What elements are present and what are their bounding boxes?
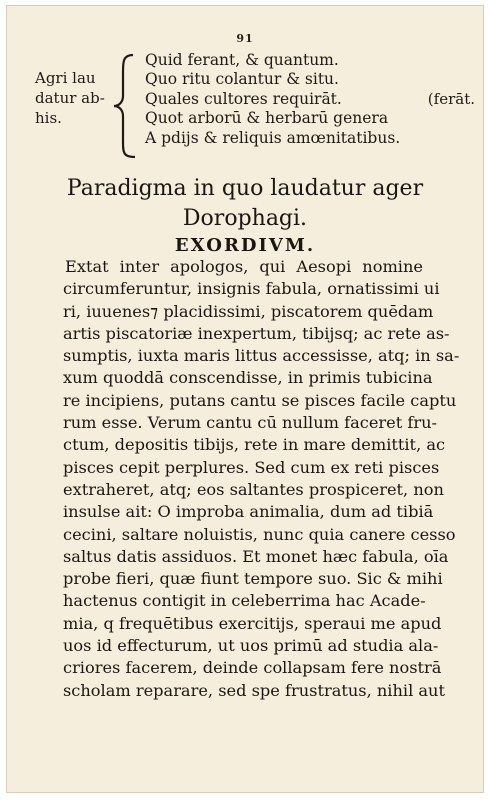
- margin-note-line: Agri lau: [35, 69, 96, 87]
- text-line: saltus datis assiduos. Et monet hæc fabula, oīa: [63, 546, 449, 566]
- outline-item: Quid ferant, & quantum.: [145, 51, 339, 69]
- text-line: sumptis, iuxta maris littus accessisse, atq; in sa-: [63, 346, 460, 366]
- outline-item: Quo ritu colantur & situ.: [145, 70, 339, 89]
- margin-note-line: datur ab-: [35, 89, 105, 107]
- text-line: uos id effecturum, ut uos primū ad studia ala-: [63, 636, 439, 656]
- book-page: [6, 5, 484, 793]
- curly-brace-icon: [111, 52, 141, 160]
- text-line: hactenus contigit in celeberrima hac Acade-: [63, 591, 426, 611]
- text-line: ctum, depositis tibijs, rete in mare demittit, ac: [63, 435, 446, 455]
- text-line: xum quoddā conscendisse, in primis tubicina: [63, 368, 433, 388]
- outline-item: Quales cultores requirāt. (ferāt.: [145, 89, 475, 108]
- section-heading: EXORDIVM.: [174, 235, 316, 256]
- text-line: mia, q frequētibus exercitijs, speraui me apud: [63, 613, 442, 633]
- text-line: criores facerem, deinde collapsam fere nostrā: [63, 658, 442, 678]
- text-line: extraheret, atq; eos saltantes prospiceret, non: [63, 479, 444, 499]
- text-line: rum esse. Verum cantu cū nullum faceret fru-: [63, 413, 438, 433]
- outline-item: A pdijs & reliquis amœnitatibus.: [145, 128, 401, 147]
- outline-list: [145, 51, 475, 148]
- outline-continuation: (ferāt.: [427, 89, 475, 108]
- text-line: pisces cepit perplures. Sed cum ex reti pisces: [63, 457, 440, 477]
- page-title: [7, 174, 483, 234]
- text-line: re incipiens, putans cantu se pisces facile captu: [63, 390, 457, 410]
- page-number: 91: [236, 32, 254, 45]
- margin-note: [35, 68, 121, 128]
- title-line: Paradigma in quo laudatur ager: [66, 176, 424, 201]
- text-line: insulse ait: O improba animalia, dum ad tibiā: [63, 502, 434, 522]
- text-line: ri, iuuenes⁊ placidissimi, piscatorem quēdam: [63, 301, 434, 321]
- title-line: Dorophagi.: [182, 206, 308, 231]
- text-line: Extat inter apologos, qui Aesopi nomine: [65, 257, 423, 276]
- text-line: circumferuntur, insignis fabula, ornatissimi ui: [63, 279, 440, 299]
- body-paragraph: [63, 256, 460, 702]
- outline-item: Quot arborū & herbarū genera: [145, 109, 389, 128]
- margin-note-line: his.: [35, 109, 62, 127]
- text-line: scholam reparare, sed spe frustratus, nihil aut: [63, 680, 445, 700]
- text-line: cecini, saltare noluistis, nunc quia canere cesso: [63, 524, 456, 544]
- text-line: probe fieri, quæ fiunt tempore suo. Sic & mihi: [63, 569, 443, 589]
- text-line: artis piscatoriæ inexpertum, tibijsq; ac rete as-: [63, 323, 450, 343]
